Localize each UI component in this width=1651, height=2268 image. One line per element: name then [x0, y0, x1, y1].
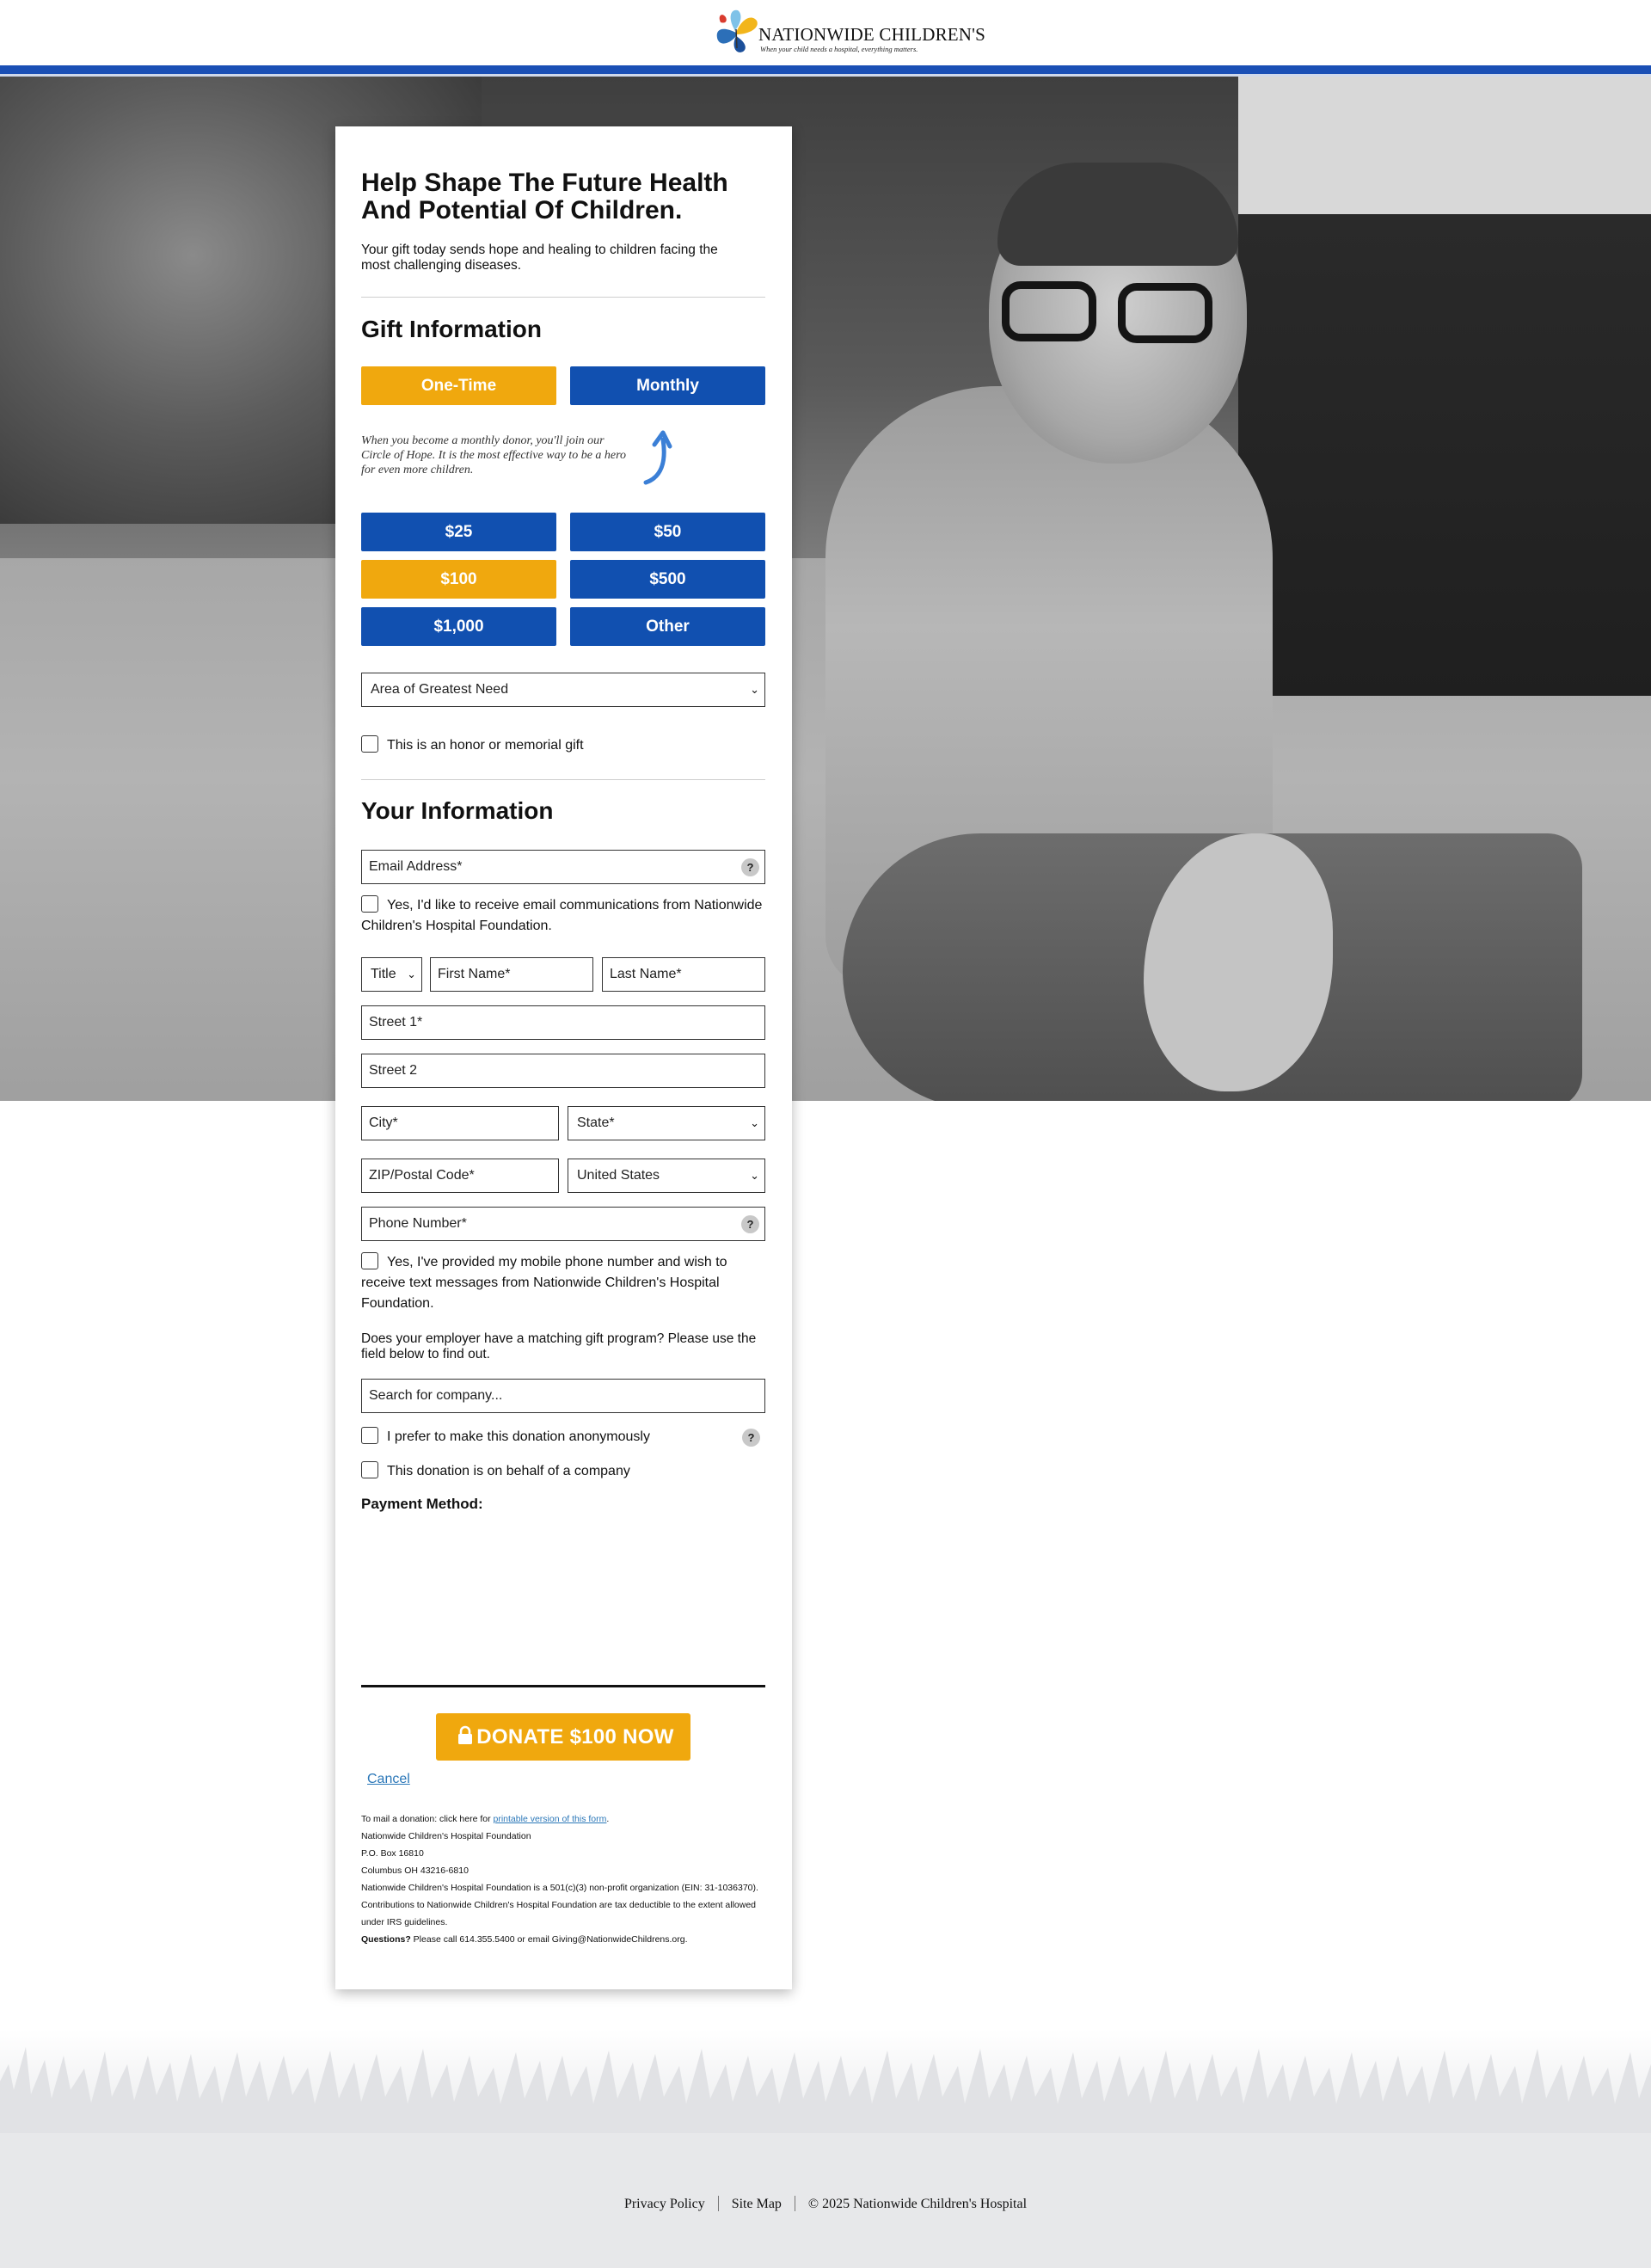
divider [361, 779, 765, 780]
company-behalf-row[interactable] [361, 1461, 765, 1482]
site-map-link[interactable]: Site Map [731, 2197, 782, 2211]
privacy-policy-link[interactable]: Privacy Policy [623, 2197, 705, 2211]
email-optin-label: Yes, I'd like to receive email communications from Nationwide Children's Hospital Foundation. [361, 898, 763, 933]
butterfly-logo-icon [710, 3, 762, 58]
amount-25-button[interactable]: $25 [361, 513, 556, 551]
payment-method-label: Payment Method: [361, 1496, 483, 1512]
state-select-value: State* [577, 1116, 615, 1130]
street2-placeholder: Street 2 [369, 1063, 418, 1078]
last-name-field[interactable] [602, 957, 765, 992]
anonymous-row[interactable] [361, 1427, 765, 1447]
city-field[interactable] [361, 1106, 559, 1140]
company-search-placeholder: Search for company... [369, 1388, 503, 1403]
email-optin-checkbox[interactable] [361, 895, 378, 913]
street1-field[interactable] [361, 1005, 765, 1040]
street1-placeholder: Street 1* [369, 1015, 423, 1030]
country-select[interactable] [568, 1159, 765, 1193]
company-search-input[interactable] [361, 1379, 765, 1413]
chevron-down-icon: ⌄ [407, 968, 416, 980]
last-name-placeholder: Last Name* [610, 967, 682, 981]
email-field[interactable] [361, 850, 765, 884]
amount-100-button[interactable]: $100 [361, 560, 556, 599]
hero-boy-hair [997, 163, 1238, 266]
nationwide-childrens-logo[interactable] [710, 3, 986, 60]
email-optin-row[interactable] [361, 895, 765, 937]
country-select-value: United States [577, 1168, 660, 1183]
phone-placeholder: Phone Number* [369, 1216, 467, 1231]
hero-dresser [1238, 214, 1651, 696]
logo-wordmark: NATIONWIDE CHILDREN'S [758, 24, 986, 45]
chevron-down-icon: ⌄ [750, 1116, 759, 1129]
form-lead: Your gift today sends hope and healing to children facing the most challenging diseases. [361, 243, 718, 273]
amount-other-button[interactable]: Other [570, 607, 765, 646]
hero-glasses-right [1118, 283, 1212, 343]
copyright-text: © 2025 Nationwide Children's Hospital [807, 2197, 1028, 2211]
help-icon[interactable]: ? [742, 1429, 760, 1447]
hero-wall [1238, 77, 1651, 231]
monthly-donor-note: When you become a monthly donor, you'll join our Circle of Hope. It is the most effective way to be a hero for even more children. [361, 434, 627, 476]
amount-500-button[interactable]: $500 [570, 560, 765, 599]
donate-button-label: DONATE $100 NOW [476, 1725, 674, 1749]
street2-field[interactable] [361, 1054, 765, 1088]
header-blue-bar [0, 65, 1651, 74]
sms-optin-checkbox[interactable] [361, 1252, 378, 1269]
honor-memorial-row[interactable] [361, 735, 765, 756]
honor-memorial-checkbox[interactable] [361, 735, 378, 753]
designation-value: Area of Greatest Need [371, 682, 509, 697]
footer-links [0, 2196, 1651, 2212]
questions-label: Questions? [361, 1934, 411, 1945]
help-icon[interactable]: ? [741, 1215, 759, 1233]
title-select-value: Title [371, 967, 396, 981]
mail-donation-prefix: To mail a donation: click here for [361, 1814, 494, 1824]
amount-50-button[interactable]: $50 [570, 513, 765, 551]
company-behalf-label: This donation is on behalf of a company [387, 1464, 630, 1478]
mail-donation-suffix: . [606, 1814, 610, 1824]
anonymous-checkbox[interactable] [361, 1427, 378, 1444]
state-select[interactable] [568, 1106, 765, 1140]
chevron-down-icon: ⌄ [750, 683, 759, 696]
sms-optin-row[interactable] [361, 1252, 765, 1314]
first-name-placeholder: First Name* [438, 967, 511, 981]
phone-field[interactable] [361, 1207, 765, 1241]
grass-decoration [0, 2030, 1651, 2142]
title-select[interactable] [361, 957, 422, 992]
payment-divider [361, 1685, 765, 1687]
designation-select[interactable] [361, 673, 765, 707]
zip-field[interactable] [361, 1159, 559, 1193]
monthly-button[interactable]: Monthly [570, 366, 765, 405]
anonymous-label: I prefer to make this donation anonymously [387, 1429, 650, 1444]
printable-form-link[interactable]: printable version of this form [493, 1814, 607, 1824]
hero-glasses-left [1002, 281, 1096, 341]
city-zip: Columbus OH 43216-6810 [361, 1865, 469, 1876]
mail-donation-text [361, 1810, 774, 1828]
zip-placeholder: ZIP/Postal Code* [369, 1168, 475, 1183]
form-title: Help Shape The Future Health And Potential Of Children. [361, 169, 728, 224]
gift-info-heading: Gift Information [361, 316, 542, 342]
company-behalf-checkbox[interactable] [361, 1461, 378, 1478]
hero-photo [0, 77, 1651, 1101]
footer-separator [718, 2196, 719, 2211]
divider [361, 297, 765, 298]
po-box: P.O. Box 16810 [361, 1848, 424, 1859]
questions-line [361, 1931, 774, 1948]
matching-gift-text: Does your employer have a matching gift program? Please use the field below to find out. [361, 1331, 757, 1361]
lock-icon [457, 1725, 474, 1746]
help-icon[interactable]: ? [741, 858, 759, 876]
chevron-down-icon: ⌄ [750, 1169, 759, 1182]
city-placeholder: City* [369, 1116, 398, 1130]
one-time-button[interactable]: One-Time [361, 366, 556, 405]
first-name-field[interactable] [430, 957, 593, 992]
site-header [0, 0, 1651, 67]
org-name: Nationwide Children's Hospital Foundation [361, 1831, 531, 1841]
your-info-heading: Your Information [361, 797, 554, 824]
donate-button[interactable] [436, 1713, 690, 1761]
honor-memorial-label: This is an honor or memorial gift [387, 738, 584, 753]
nonprofit-statement: Nationwide Children's Hospital Foundation is a 501(c)(3) non-profit organization (EIN: 31-1036370). [361, 1883, 758, 1893]
tax-deductible-statement: Contributions to Nationwide Children's Hospital Foundation are tax deductible to the extent allowed under IRS guidelines. [361, 1900, 757, 1927]
donation-form-card [335, 126, 792, 1989]
curved-arrow-icon [632, 427, 684, 488]
cancel-link[interactable]: Cancel [367, 1772, 410, 1786]
email-placeholder: Email Address* [369, 859, 463, 874]
amount-1000-button[interactable]: $1,000 [361, 607, 556, 646]
sms-optin-label: Yes, I've provided my mobile phone number and wish to receive text messages from Nationwide Children's Hospital Foundation. [361, 1255, 727, 1311]
logo-tagline: When your child needs a hospital, everything matters. [760, 45, 918, 53]
questions-text: Please call 614.355.5400 or email Giving@NationwideChildrens.org. [410, 1934, 688, 1945]
